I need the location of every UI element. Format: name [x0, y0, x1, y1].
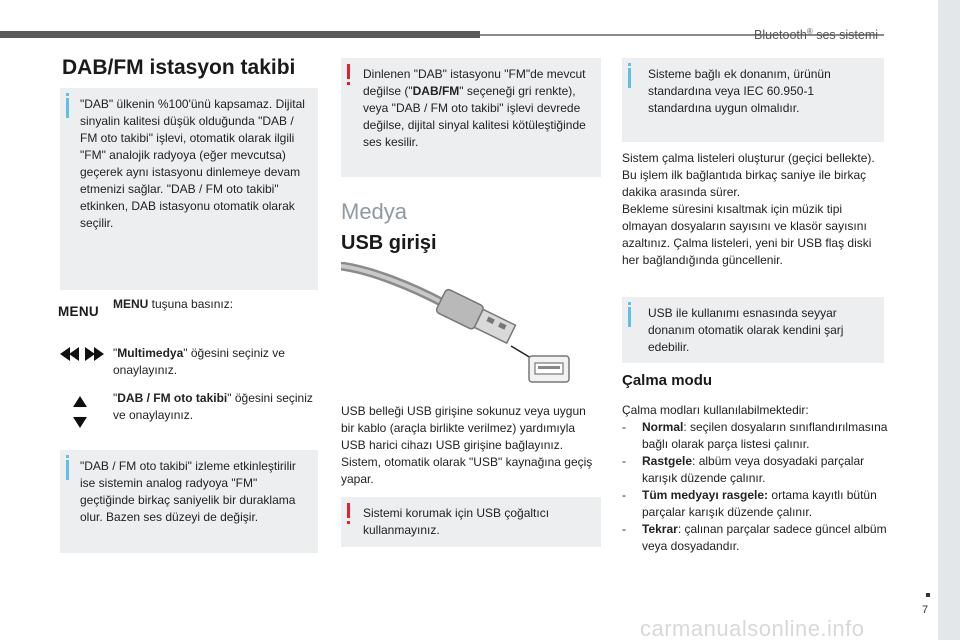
info-text: "DAB / FM oto takibi" izleme etkinleştirilir ise sistemin analog radyoya "FM" geçtiğinde birkaç saniyelik bir duraklama olur. Bazen ses düzeyi de değişir.	[80, 459, 296, 524]
info-icon	[628, 307, 631, 327]
info-icon	[628, 68, 631, 88]
info-text: Sisteme bağlı ek donanım, ürünün standardına veya IEC 60.950-1 standardına uygun olmalıdır.	[648, 67, 831, 115]
up-down-arrows-icon	[72, 396, 88, 428]
chapter-heading-media: Medya	[341, 199, 408, 224]
play-mode-item: - Normal: seçilen dosyaların sınıflandırılmasına bağlı olarak parça listesi çalınır.	[622, 419, 888, 453]
menu-key-label: MENU	[58, 304, 99, 319]
usb-plug-icon	[341, 262, 573, 384]
info-text: USB ile kullanımı esnasında seyyar donanım otomatik olarak kendini şarj edebilir.	[648, 306, 844, 354]
info-box-charging	[622, 297, 884, 363]
left-right-arrows-icon	[60, 346, 104, 362]
info-text: "DAB" ülkenin %100'ünü kapsamaz. Dijital sinyalin kalitesi düşük olduğunda "DAB / FM oto takibi" işlevi, otomatik olarak ilgili "FM" analojik radyoya (eğer mevcutsa) geçerek aynı istasyonu dinlemeye devam etmenizi sağlar. "DAB / FM oto takibi" etkinken, DAB istasyonu otomatik olarak seçilir.	[80, 97, 305, 230]
info-icon	[66, 460, 69, 480]
info-box-fm-pause	[60, 450, 318, 553]
step-select-dab-fm: "DAB / FM oto takibi" öğesini seçiniz ve onaylayınız.	[113, 391, 313, 422]
warning-icon	[346, 64, 351, 86]
play-mode-item: - Rastgele: albüm veya dosyadaki parçalar karışık düzende çalınır.	[622, 453, 888, 487]
warning-box-usb-hub	[341, 497, 601, 547]
section-heading-usb: USB girişi	[341, 232, 437, 254]
section-heading-play-mode: Çalma modu	[622, 372, 713, 389]
step-press-menu: MENU tuşuna basınız:	[113, 297, 234, 311]
page-edge-strip	[938, 0, 960, 640]
warning-text: Sistemi korumak için USB çoğaltıcı kullanmayınız.	[363, 506, 550, 537]
warning-icon	[346, 503, 351, 525]
header-bar-thick	[0, 31, 480, 38]
info-box-dab-coverage	[60, 88, 318, 290]
warning-box-signal-loss	[341, 58, 601, 177]
section-heading-dab-fm: DAB/FM istasyon takibi	[62, 56, 296, 79]
info-icon	[66, 98, 69, 118]
play-mode-item: - Tekrar: çalınan parçalar sadece güncel albüm veya dosyadandır.	[622, 521, 888, 555]
play-modes: Çalma modları kullanılabilmektedir: - Normal: seçilen dosyaların sınıflandırılmasına bağlı olarak parça listesi çalınır. - Rastgele: albüm veya dosyadaki parçalar karışık düzende çalınır. - Tüm medyayı rasgele: ortama kayıtlı bütün parçalar karışık düzende çalınır. - Tekrar: çalınan parçalar sadece güncel albüm veya dosyadandır.	[622, 402, 888, 555]
chapter-title: Bluetooth® ses sistemi	[754, 27, 879, 43]
playlist-paragraph: Sistem çalma listeleri oluşturur (geçici bellekte). Bu işlem ilk bağlantıda birkaç saniye ile birkaç dakika arasında sürer. Bekleme süresini kısaltmak için müzik tipi olmayan dosyaların sayısını ve klasör sayısını azaltınız. Çalma listeleri, yeni bir USB flaş diski her bağlandığında güncellenir.	[622, 151, 875, 267]
page-dot	[926, 593, 930, 597]
warning-text: Dinlenen "DAB" istasyonu "FM"de mevcut değilse ("DAB/FM" seçeneği gri renkte), veya "DAB / FM oto takibi" işlevi devrede değilse, dijital sinyal kalitesi kötüleştiğinde ses kesilir.	[363, 67, 586, 149]
watermark: carmanualsonline.info	[640, 616, 865, 640]
info-box-iec-standard	[622, 58, 884, 142]
play-mode-item: - Tüm medyayı rasgele: ortama kayıtlı bütün parçalar karışık düzende çalınır.	[622, 487, 888, 521]
play-mode-list	[622, 419, 888, 555]
page-number: 7	[922, 604, 929, 616]
usb-instructions: USB belleği USB girişine sokunuz veya uygun bir kablo (araçla birlikte verilmez) yardımıyla USB harici cihazı USB girişine bağlayınız. Sistem, otomatik olarak "USB" kaynağına geçiş yapar.	[341, 404, 593, 486]
step-select-multimedia: "Multimedya" öğesini seçiniz ve onaylayınız.	[113, 346, 285, 377]
